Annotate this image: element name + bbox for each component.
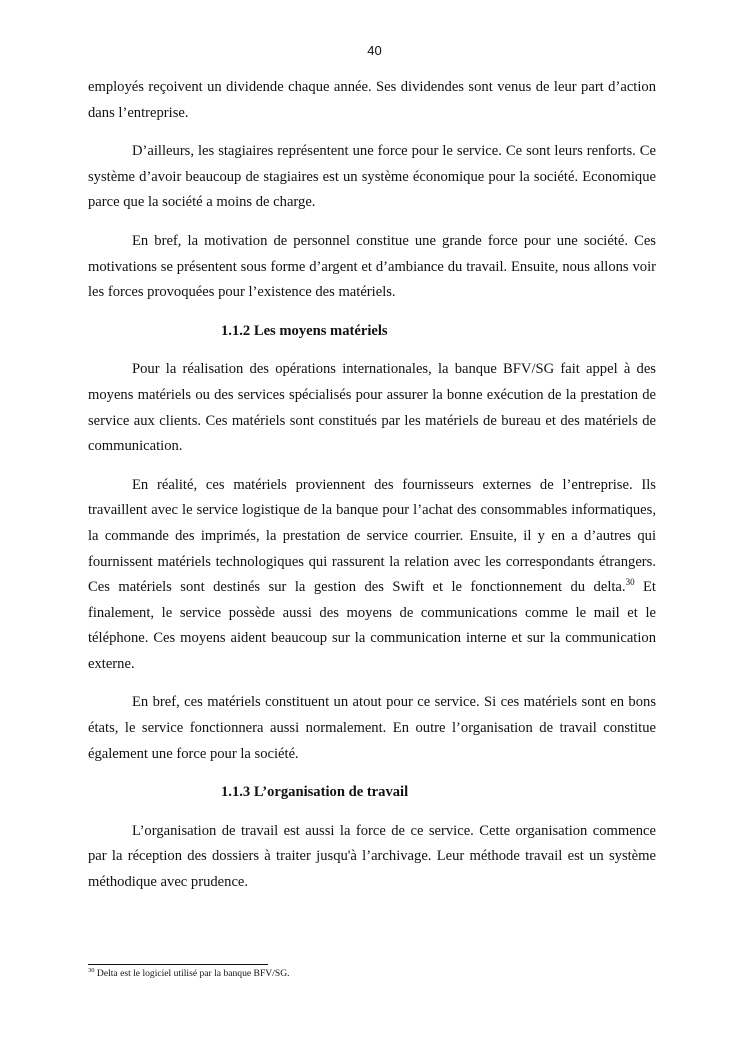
footnote-divider <box>88 964 268 965</box>
paragraph-realisation: Pour la réalisation des opérations internationales, la banque BFV/SG fait appel à des moyens matériels ou des services spécialisés pour assurer la bonne exécution de la prestation de service aux clients. Ces matériels sont constitués par les matériels de bureau et des matériels de communication. <box>88 361 656 455</box>
paragraph-atout: En bref, ces matériels constituent un atout pour ce service. Si ces matériels sont en bons états, le service fonctionnera aussi normalement. En outre l’organisation de travail constitue également une force pour la société. <box>88 694 656 762</box>
paragraph-fournisseurs-part2: Et finalement, le service possède aussi des moyens de communications comme le mail et le téléphone. Ces moyens aident beaucoup sur la communication interne et sur la communication externe. <box>88 579 656 672</box>
paragraph-continuation: employés reçoivent un dividende chaque année. Ses dividendes sont venus de leur part d’action dans l’entreprise. <box>88 79 656 121</box>
paragraph-fournisseurs <box>88 473 656 678</box>
section-heading-organisation-travail: 1.1.3 L’organisation de travail <box>221 784 409 801</box>
footnote-reference[interactable]: 30 <box>625 577 635 588</box>
section-heading-moyens-materiels: 1.1.2 Les moyens matériels <box>221 322 388 339</box>
footnote-text: Delta est le logiciel utilisé par la banque BFV/SG. <box>94 968 290 979</box>
paragraph-motivation: En bref, la motivation de personnel constitue une grande force pour une société. Ces motivations se présentent sous forme d’argent et d’ambiance du travail. Ensuite, nous allons voir les forces provoquées pour l’existence des matériels. <box>88 232 656 301</box>
body-text <box>88 75 656 909</box>
footnote-number: 30 <box>88 966 95 974</box>
page-number: 40 <box>367 43 382 58</box>
paragraph-organisation: L’organisation de travail est aussi la force de ce service. Cette organisation commence par la réception des dossiers à traiter jusqu'à l’archivage. Leur méthode travail est un système méthodique avec prudence. <box>88 822 656 891</box>
paragraph-fournisseurs-part1: En réalité, ces matériels proviennent des fournisseurs externes de l’entreprise. Ils travaillent avec le service logistique de la banque pour l’achat des consommables informatiques, la commande des imprimés, la prestation de service courrier. Ensuite, il y en a d’autres qui fournissent matériels technologiques qui rassurent la relation avec les correspondants étrangers. Ces matériels sont destinés sur la gestion des Swift et le fonctionnement du delta. <box>88 476 656 596</box>
footnote <box>88 968 656 980</box>
paragraph-stagiaires: D’ailleurs, les stagiaires représentent une force pour le service. Ce sont leurs renforts. Ce système d’avoir beaucoup de stagiaires est un système économique pour la société. Economique parce que la société a moins de charge. <box>88 143 656 211</box>
